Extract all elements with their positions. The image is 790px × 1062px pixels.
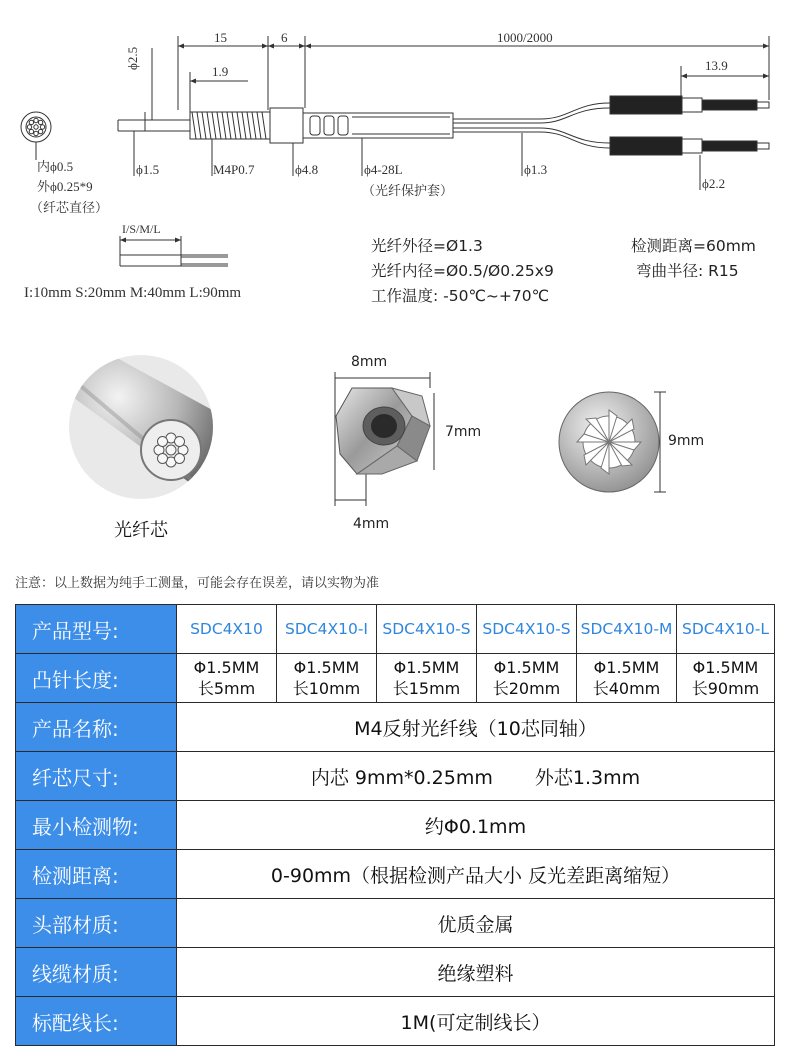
- row-value: 绝缘塑料: [177, 948, 775, 997]
- fiber-cables: [453, 103, 610, 148]
- pin-diameter: Φ1.5MM: [393, 658, 460, 677]
- dim-15: 15: [214, 30, 227, 45]
- dim-phi-4-8: ϕ4.8: [295, 162, 319, 177]
- row-label: 线缆材质:: [16, 948, 177, 997]
- row-label: 头部材质:: [16, 899, 177, 948]
- spec-table: [15, 604, 775, 1046]
- core-note-inner: 内ϕ0.5: [37, 159, 74, 174]
- row-value: 约Φ0.1mm: [177, 801, 775, 850]
- pin-length: 长40mm: [592, 679, 661, 698]
- model-cell: SDC4X10-S: [477, 605, 577, 654]
- row-label: 检测距离:: [16, 850, 177, 899]
- dim-sleeve-note: （光纤保护套）: [362, 183, 454, 198]
- pin-cell: [177, 654, 277, 703]
- pin-length: 长5mm: [197, 679, 256, 698]
- table-row-distance: [16, 850, 775, 899]
- core-note-caption: （纤芯直径）: [30, 200, 109, 215]
- outer-core-value: 外芯1.3mm: [534, 766, 641, 789]
- dim-1-9: 1.9: [212, 64, 229, 79]
- pin-cell: [377, 654, 477, 703]
- row-label: 纤芯尺寸:: [16, 752, 177, 801]
- row-label: 标配线长:: [16, 997, 177, 1046]
- spec-outer-diameter: 光纤外径=Ø1.3: [371, 237, 483, 255]
- row-value: 1M(可定制线长）: [177, 997, 775, 1046]
- spec-inner-diameter: 光纤内径=Ø0.5/Ø0.25x9: [371, 262, 554, 280]
- pin-length: 长20mm: [492, 679, 561, 698]
- length-code-label: I/S/M/L: [122, 222, 161, 236]
- table-row-cable-length: [16, 997, 775, 1046]
- pin-cell: [577, 654, 677, 703]
- pin-cell: [677, 654, 775, 703]
- spec-bend-radius: 弯曲半径: R15: [636, 262, 739, 280]
- dim-6: 6: [281, 30, 288, 45]
- dim-13-9: 13.9: [705, 58, 728, 73]
- pin-cell: [477, 654, 577, 703]
- dim-phi-2-2: ϕ2.2: [702, 176, 726, 191]
- connector-bottom: [610, 137, 769, 155]
- pin-diameter: Φ1.5MM: [193, 658, 260, 677]
- model-cell: SDC4X10: [177, 605, 277, 654]
- fiber-core-photo: [66, 352, 216, 512]
- row-label: 最小检测物:: [16, 801, 177, 850]
- nut-thickness-label: 4mm: [353, 516, 390, 532]
- pin-diameter: Φ1.5MM: [593, 658, 660, 677]
- row-value: 0-90mm（根据检测产品大小 反光差距离缩短）: [177, 850, 775, 899]
- length-code-text: I:10mm S:20mm M:40mm L:90mm: [24, 285, 242, 301]
- model-cell: SDC4X10-S: [377, 605, 477, 654]
- table-row-core-size: [16, 752, 775, 801]
- row-label: 凸针长度:: [16, 654, 177, 703]
- table-row-min-object: [16, 801, 775, 850]
- fiber-end-view: [21, 112, 51, 160]
- model-cell: SDC4X10-M: [577, 605, 677, 654]
- inner-core-value: 内芯 9mm*0.25mm: [310, 766, 493, 789]
- dim-length: 1000/2000: [497, 30, 553, 45]
- pin-diameter: Φ1.5MM: [692, 658, 759, 677]
- nut-height-label: 7mm: [445, 424, 482, 440]
- dim-sleeve: ϕ4-28L: [364, 162, 403, 177]
- model-cell: SDC4X10-L: [677, 605, 775, 654]
- table-row-head-material: [16, 899, 775, 948]
- row-value: M4反射光纤线（10芯同轴）: [177, 703, 775, 752]
- dim-thread: M4P0.7: [213, 162, 255, 177]
- dim-phi-1-3: ϕ1.3: [524, 162, 548, 177]
- row-value: [177, 752, 775, 801]
- probe-pin: [118, 120, 190, 131]
- pin-diameter: Φ1.5MM: [293, 658, 360, 677]
- row-label: 产品名称:: [16, 703, 177, 752]
- washer-size-label: 9mm: [668, 433, 705, 449]
- spec-temperature: 工作温度: -50℃~+70℃: [371, 287, 549, 305]
- core-note-outer: 外ϕ0.25*9: [37, 179, 93, 194]
- dim-phi-2-5: ϕ2.5: [125, 46, 140, 70]
- spec-distance: 检测距离=60mm: [631, 237, 756, 255]
- hex-nut-photo: [322, 366, 442, 516]
- lock-washer-photo: [552, 388, 682, 498]
- model-cell: SDC4X10-I: [277, 605, 377, 654]
- pin-diameter: Φ1.5MM: [493, 658, 560, 677]
- fiber-core-caption: 光纤芯: [114, 520, 168, 541]
- table-row-model: [16, 605, 775, 654]
- thread-section: [190, 112, 270, 139]
- pin-length: 长10mm: [292, 679, 361, 698]
- table-row-pin: [16, 654, 775, 703]
- protective-sleeve: [303, 113, 453, 138]
- pin-length: 长15mm: [392, 679, 461, 698]
- nut-width-label: 8mm: [351, 354, 388, 370]
- table-row-cable-material: [16, 948, 775, 997]
- dim-phi-1-5: ϕ1.5: [136, 162, 160, 177]
- table-row-name: [16, 703, 775, 752]
- pin-cell: [277, 654, 377, 703]
- row-label: 产品型号:: [16, 605, 177, 654]
- disclaimer-note: 注意：以上数据为纯手工测量，可能会存在误差，请以实物为准: [15, 576, 380, 591]
- row-value: 优质金属: [177, 899, 775, 948]
- connector-top: [610, 96, 769, 114]
- pin-length: 长90mm: [691, 679, 760, 698]
